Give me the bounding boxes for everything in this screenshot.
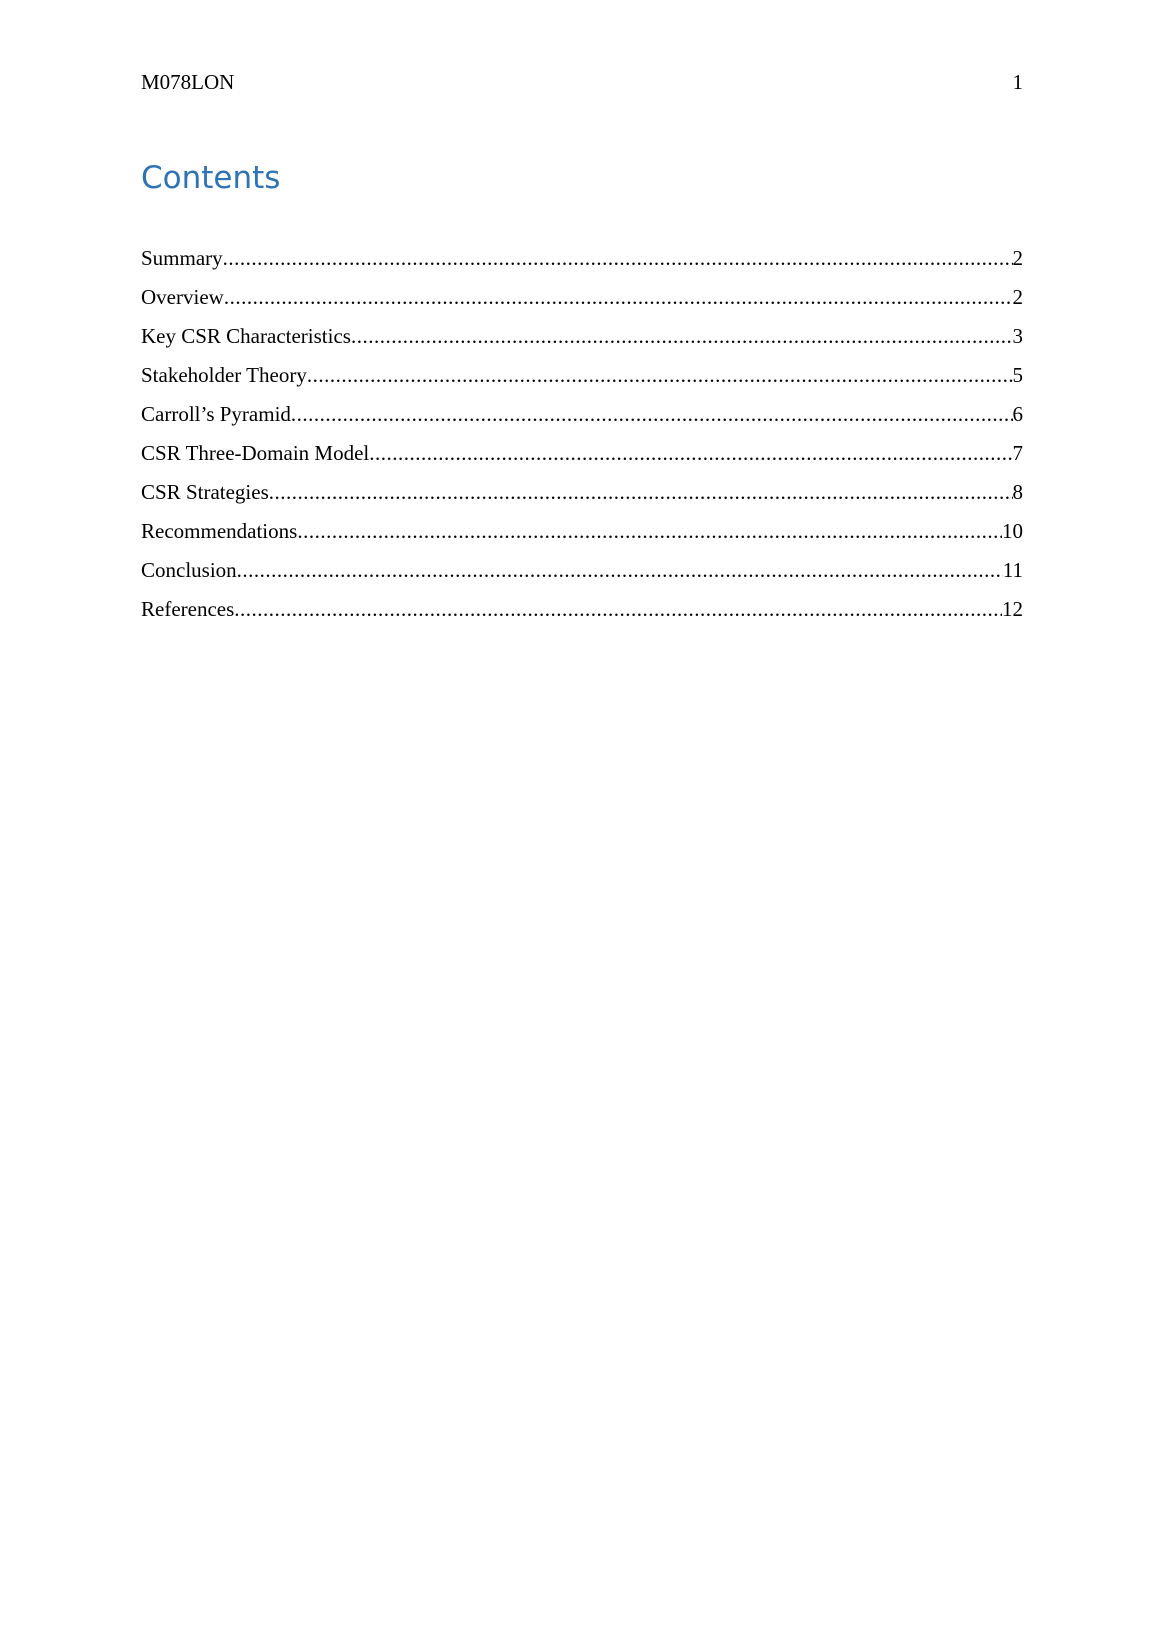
toc-dot-leader — [307, 361, 1013, 389]
toc-entry-title: Stakeholder Theory — [141, 363, 307, 387]
toc-entry[interactable] — [141, 361, 1023, 400]
toc-dot-leader — [297, 517, 1002, 545]
toc-heading: Contents — [141, 160, 281, 196]
toc-entry-page: 7 — [1012, 441, 1023, 465]
toc-dot-leader — [234, 595, 1002, 623]
toc-dot-leader — [351, 322, 1013, 350]
toc-entry-page: 2 — [1012, 285, 1023, 309]
toc-entry[interactable] — [141, 478, 1023, 517]
toc-dot-leader — [237, 556, 1003, 584]
table-of-contents — [141, 244, 1023, 634]
toc-entry-title: Conclusion — [141, 558, 237, 582]
toc-entry-title: CSR Three-Domain Model — [141, 441, 370, 465]
toc-entry[interactable] — [141, 322, 1023, 361]
toc-entry[interactable] — [141, 439, 1023, 478]
toc-entry-page: 12 — [1002, 597, 1023, 621]
toc-entry-page: 2 — [1012, 246, 1023, 270]
toc-entry[interactable] — [141, 517, 1023, 556]
running-head: M078LON — [141, 70, 235, 94]
toc-entry[interactable] — [141, 283, 1023, 322]
toc-dot-leader — [369, 439, 1012, 467]
toc-entry-page: 5 — [1012, 363, 1023, 387]
toc-entry-page: 6 — [1012, 402, 1023, 426]
toc-entry-page: 3 — [1012, 324, 1023, 348]
toc-entry[interactable] — [141, 556, 1023, 595]
toc-entry-title: CSR Strategies — [141, 480, 269, 504]
toc-entry-page: 8 — [1012, 480, 1023, 504]
toc-entry-title: References — [141, 597, 235, 621]
toc-dot-leader — [224, 283, 1013, 311]
toc-entry[interactable] — [141, 400, 1023, 439]
toc-dot-leader — [269, 478, 1013, 506]
toc-entry[interactable] — [141, 244, 1023, 283]
toc-entry-title: Recommendations — [141, 519, 298, 543]
page-header — [141, 67, 1023, 97]
toc-dot-leader — [291, 400, 1013, 428]
toc-entry[interactable] — [141, 595, 1023, 634]
toc-entry-title: Summary — [141, 246, 223, 270]
toc-entry-page: 11 — [1002, 558, 1023, 582]
toc-dot-leader — [223, 244, 1013, 272]
toc-entry-title: Overview — [141, 285, 224, 309]
toc-entry-title: Key CSR Characteristics — [141, 324, 351, 348]
toc-entry-title: Carroll’s Pyramid — [141, 402, 291, 426]
page-number: 1 — [1012, 70, 1023, 94]
toc-entry-page: 10 — [1002, 519, 1023, 543]
